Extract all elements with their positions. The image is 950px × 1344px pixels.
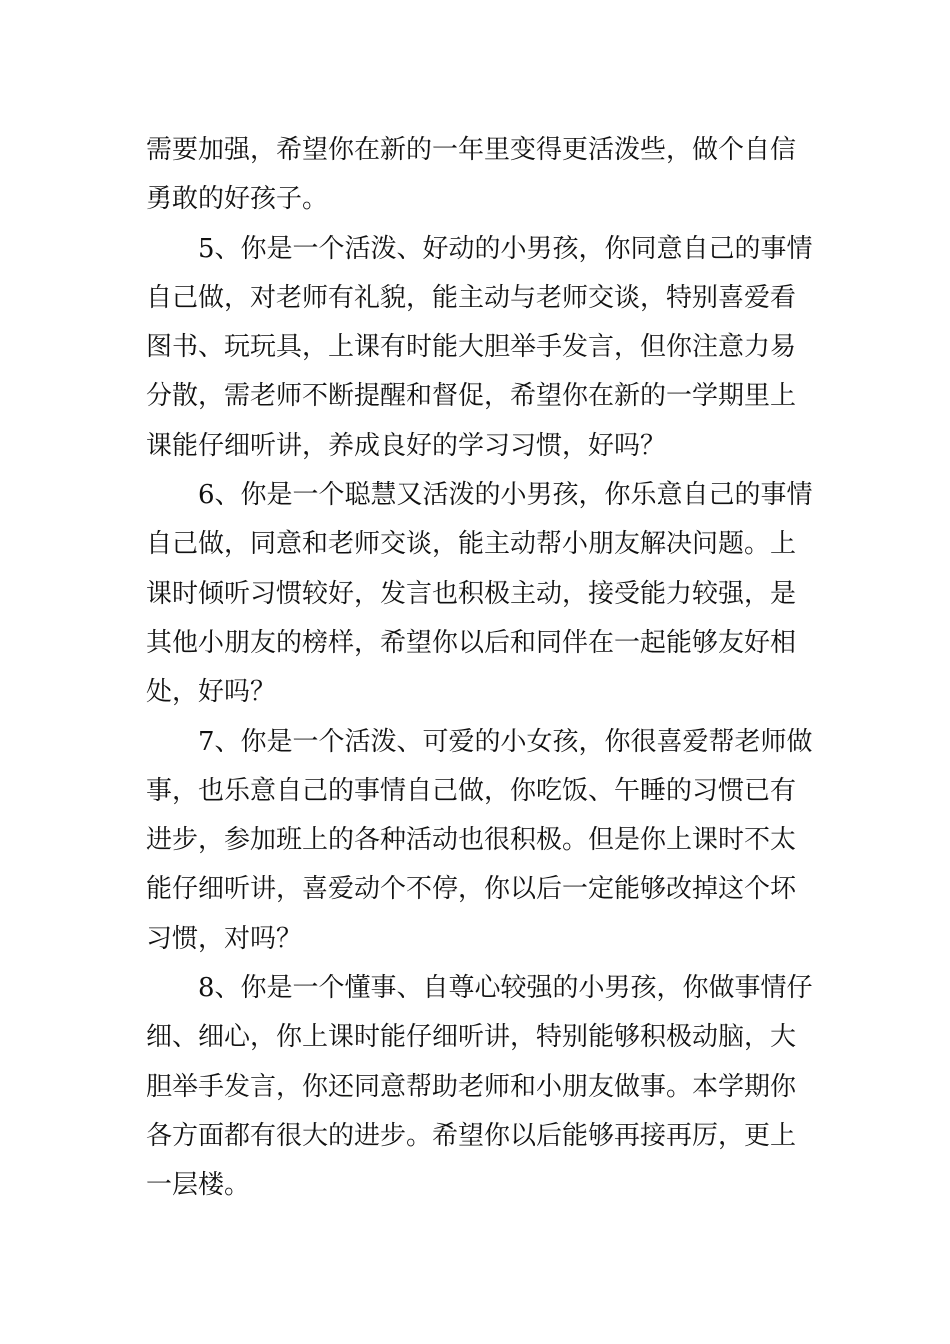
paragraph-line: 一层楼。: [146, 1170, 251, 1201]
paragraph-line: 自己做，对老师有礼貌，能主动与老师交谈，特别喜爱看: [146, 282, 797, 313]
paragraph-line: 胆举手发言，你还同意帮助老师和小朋友做事。本学期你: [146, 1071, 797, 1102]
paragraph-line: 细、细心，你上课时能仔细听讲，特别能够积极动脑，大: [146, 1022, 797, 1053]
paragraph-line: 能仔细听讲，喜爱动个不停，你以后一定能够改掉这个坏: [146, 874, 797, 905]
paragraph-line: 自己做，同意和老师交谈，能主动帮小朋友解决问题。上: [146, 529, 797, 560]
paragraph-first-line: 5、你是一个活泼、好动的小男孩，你同意自己的事情: [198, 233, 813, 264]
paragraph-first-line: 7、你是一个活泼、可爱的小女孩，你很喜爱帮老师做: [198, 726, 813, 757]
paragraph-line: 课时倾听习惯较好，发言也积极主动，接受能力较强，是: [146, 578, 797, 609]
paragraph-line: 事，也乐意自己的事情自己做，你吃饭、午睡的习惯已有: [146, 775, 797, 806]
paragraph-first-line: 8、你是一个懂事、自尊心较强的小男孩，你做事情仔: [198, 973, 813, 1004]
paragraph-line: 处，好吗？: [146, 677, 277, 708]
paragraph-line: 图书、玩玩具，上课有时能大胆举手发言，但你注意力易: [146, 332, 797, 363]
paragraph-line: 需要加强，希望你在新的一年里变得更活泼些，做个自信: [146, 135, 797, 165]
paragraph-first-line: 6、你是一个聪慧又活泼的小男孩，你乐意自己的事情: [198, 480, 813, 511]
paragraph-line: 各方面都有很大的进步。希望你以后能够再接再厉，更上: [146, 1120, 797, 1151]
paragraph-line: 勇敢的好孩子。: [146, 184, 329, 215]
paragraph-line: 进步，参加班上的各种活动也很积极。但是你上课时不太: [146, 825, 797, 856]
paragraph-line: 习惯，对吗？: [146, 923, 303, 954]
paragraph-line: 分散，需老师不断提醒和督促，希望你在新的一学期里上: [146, 381, 797, 412]
document-body: [146, 126, 813, 1211]
paragraph-line: 课能仔细听讲，养成良好的学习习惯，好吗？: [146, 430, 667, 461]
paragraph-line: 其他小朋友的榜样，希望你以后和同伴在一起能够友好相: [146, 627, 797, 658]
